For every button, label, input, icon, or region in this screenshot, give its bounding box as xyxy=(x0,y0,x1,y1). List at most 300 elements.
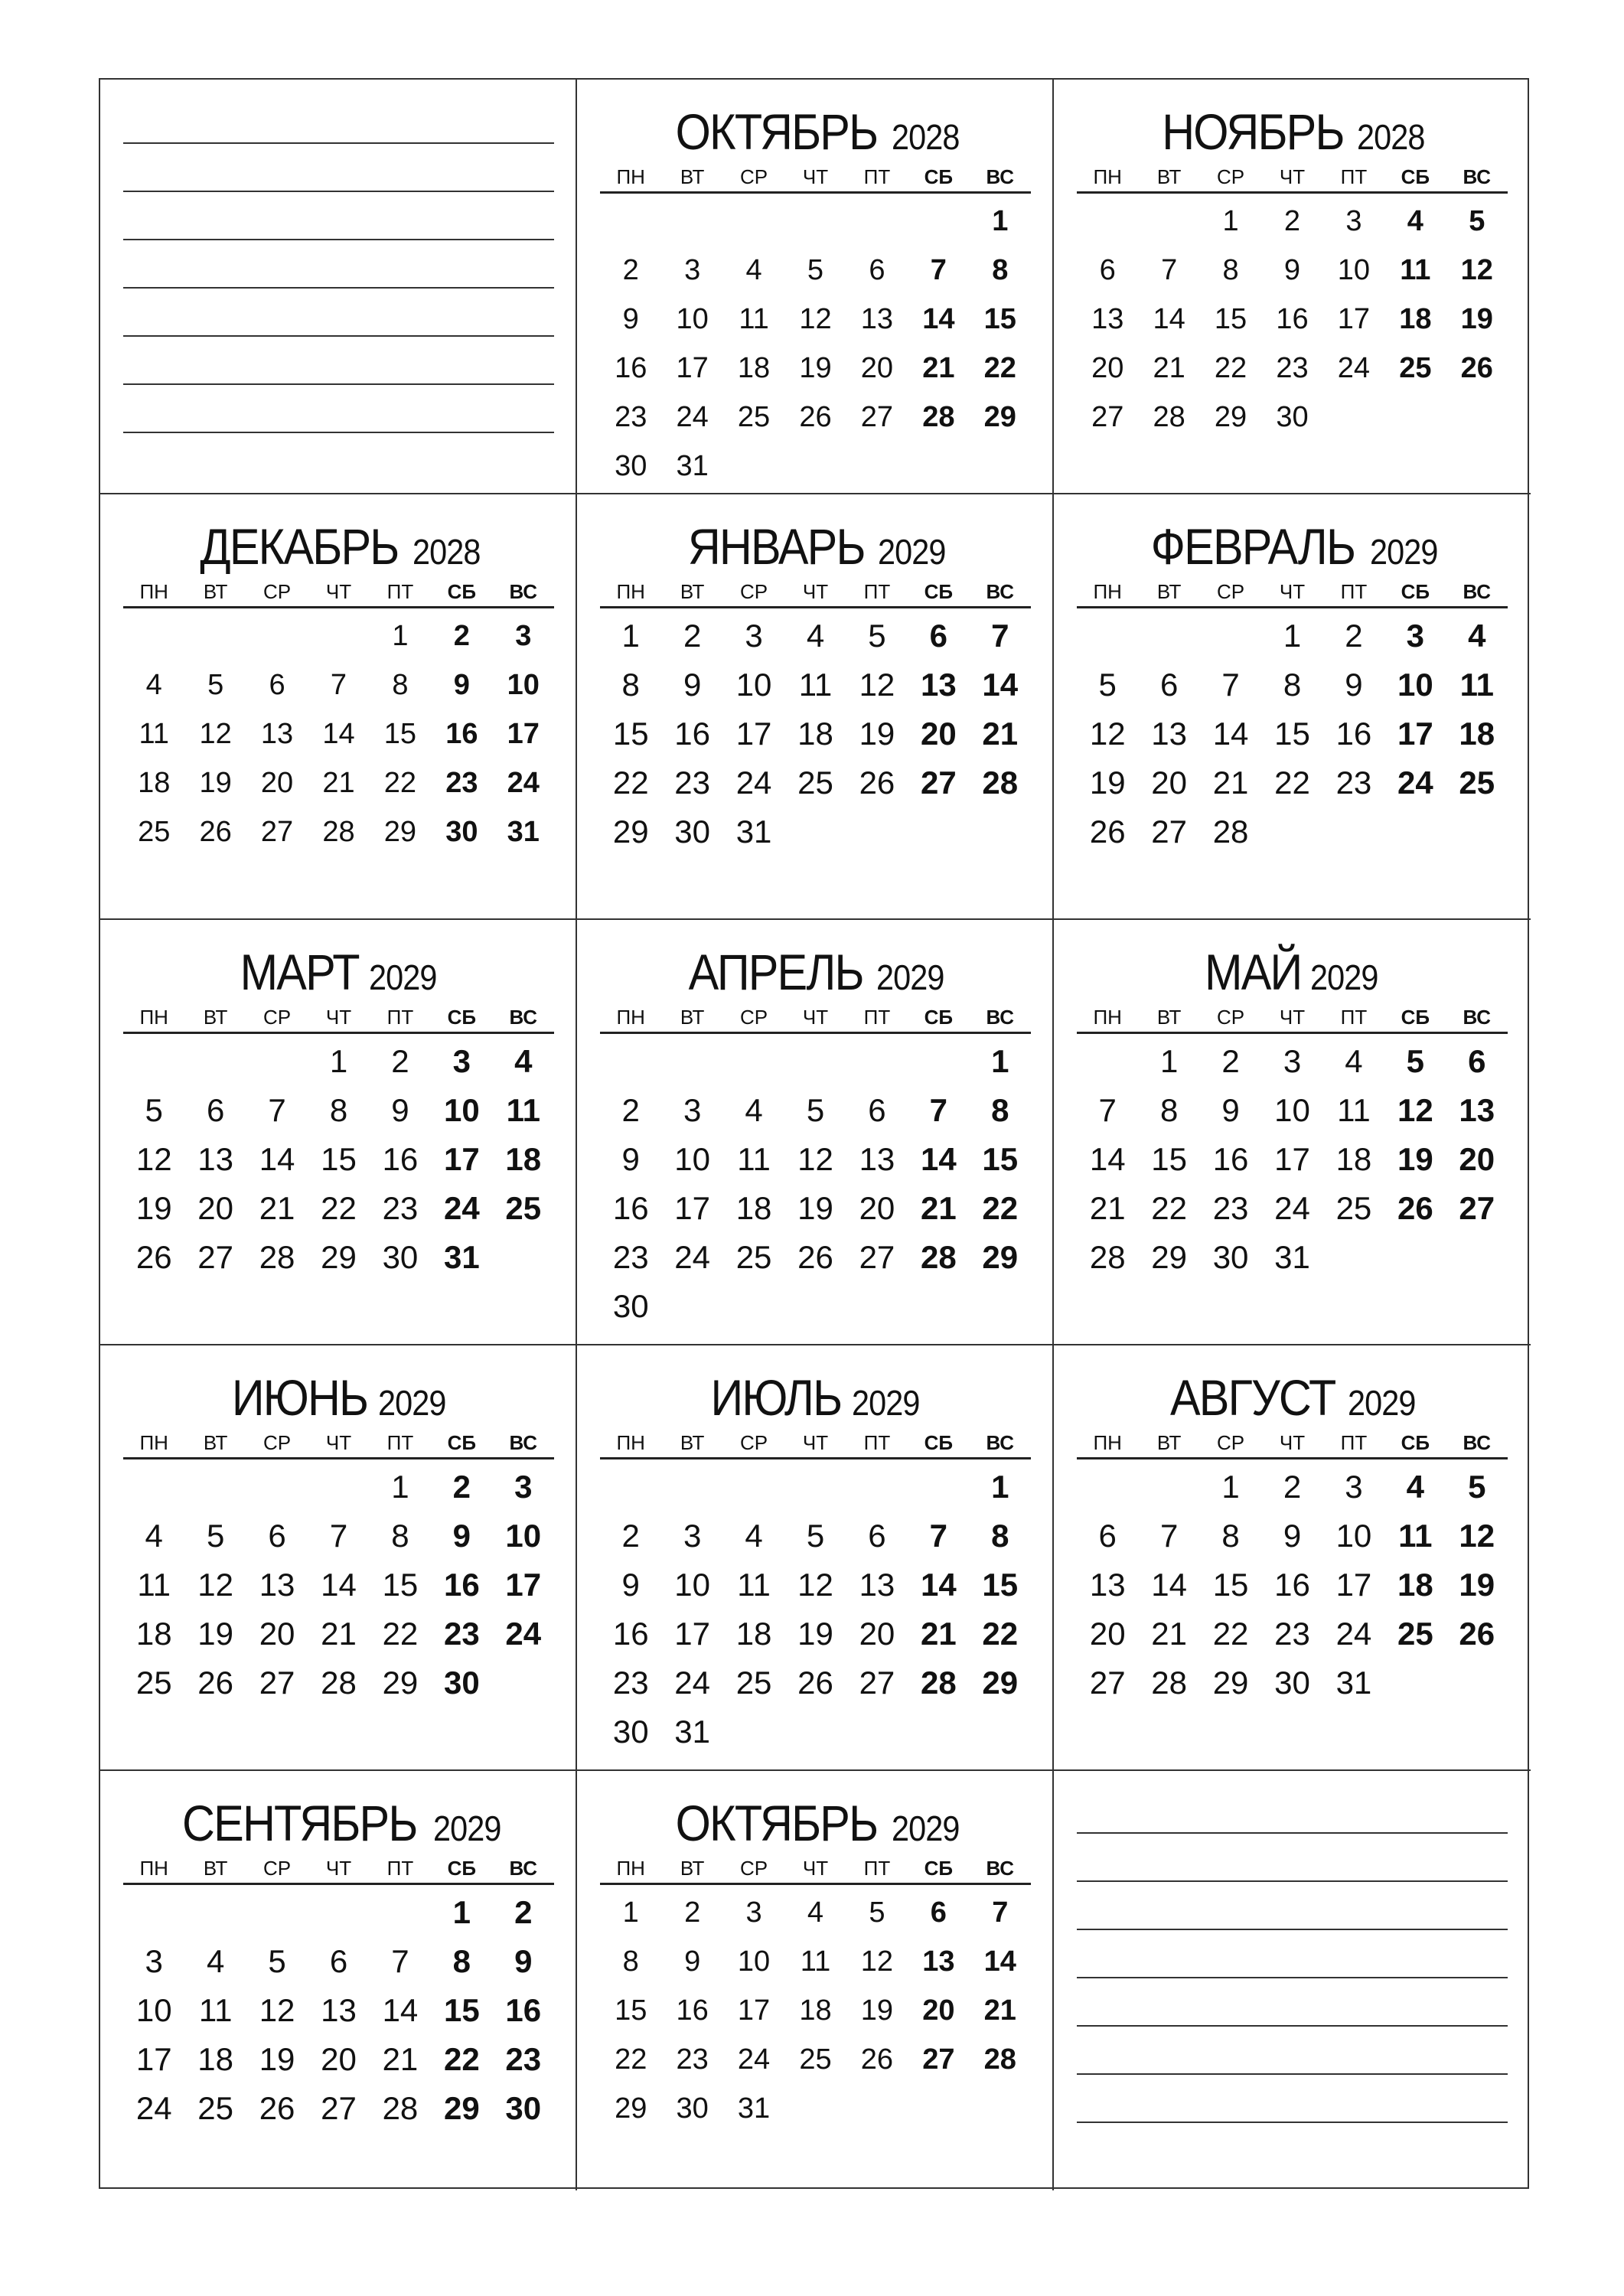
month-year: 2029 xyxy=(432,1808,501,1848)
day-number: 10 xyxy=(676,303,709,335)
notes-box-bottom xyxy=(1054,1771,1531,2190)
month-title xyxy=(123,1792,554,1854)
weekday-label: ВТ xyxy=(203,1857,228,1880)
weekday-header xyxy=(1077,1428,1508,1459)
day-number: 7 xyxy=(1161,254,1178,286)
day-number: 6 xyxy=(869,254,885,286)
empty-day xyxy=(723,197,784,246)
day-number: 16 xyxy=(615,352,647,384)
day-number: 24 xyxy=(443,1190,480,1226)
day-number: 11 xyxy=(506,1092,540,1128)
day-number: 6 xyxy=(868,1092,886,1128)
weekday-label: ЧТ xyxy=(1279,580,1306,603)
day-number: 21 xyxy=(983,1994,1016,2027)
weekday-label: ВС xyxy=(986,1431,1015,1454)
day-number: 1 xyxy=(992,205,1009,237)
day-number: 20 xyxy=(922,1994,955,2027)
day-number: 25 xyxy=(799,2043,832,2076)
month-january-2029 xyxy=(577,494,1054,920)
empty-day xyxy=(846,1037,908,1086)
day-number: 11 xyxy=(1459,667,1494,703)
day-number: 9 xyxy=(1221,1092,1240,1128)
weekday-label: СБ xyxy=(924,1431,954,1454)
weekday-header xyxy=(1077,162,1508,194)
day-number: 16 xyxy=(505,1992,542,2028)
day-grid xyxy=(1077,612,1508,856)
day-number: 4 xyxy=(206,1943,225,1979)
day-number: 3 xyxy=(683,1092,702,1128)
day-number: 7 xyxy=(391,1943,409,1979)
day-number: 20 xyxy=(321,2041,357,2077)
day-number: 12 xyxy=(1397,1092,1433,1128)
day-number: 1 xyxy=(1159,1043,1179,1079)
day-number: 28 xyxy=(920,1665,957,1701)
weekday-label: ПН xyxy=(139,580,168,603)
day-number: 7 xyxy=(992,1896,1009,1929)
day-number: 25 xyxy=(735,1665,772,1701)
weekday-label: ПН xyxy=(616,165,645,188)
empty-day xyxy=(184,612,246,660)
day-number: 5 xyxy=(868,618,886,654)
day-number: 26 xyxy=(860,2043,894,2076)
day-number: 2 xyxy=(1221,1043,1240,1079)
month-title xyxy=(123,516,554,577)
month-name: ДЕКАБРЬ xyxy=(200,518,399,575)
day-number: 31 xyxy=(1335,1665,1372,1701)
day-number: 2 xyxy=(1283,1469,1302,1505)
day-number: 22 xyxy=(1212,1616,1249,1652)
day-number: 11 xyxy=(737,1567,771,1603)
day-number: 2 xyxy=(684,1896,701,1929)
weekday-label: ЧТ xyxy=(325,580,352,603)
day-number: 10 xyxy=(507,669,540,701)
day-number: 6 xyxy=(1098,1518,1117,1554)
day-number: 20 xyxy=(197,1190,233,1226)
day-number: 31 xyxy=(443,1239,480,1275)
note-line xyxy=(123,287,554,289)
day-grid xyxy=(1077,197,1508,442)
day-number: 7 xyxy=(1159,1518,1179,1554)
day-number: 13 xyxy=(259,1567,295,1603)
day-number: 21 xyxy=(1151,1616,1187,1652)
day-number: 17 xyxy=(505,1567,542,1603)
day-number: 17 xyxy=(735,716,772,752)
day-number: 13 xyxy=(260,718,294,750)
month-name: ОКТЯБРЬ xyxy=(675,103,877,160)
month-year: 2029 xyxy=(1309,957,1378,997)
day-number: 12 xyxy=(797,1567,833,1603)
weekday-header xyxy=(123,577,554,608)
day-number: 20 xyxy=(1091,352,1124,384)
weekday-label: ВС xyxy=(509,580,538,603)
day-number: 11 xyxy=(737,1141,771,1177)
day-number: 31 xyxy=(507,816,540,848)
day-number: 6 xyxy=(206,1092,225,1128)
day-number: 29 xyxy=(443,2090,480,2126)
day-number: 31 xyxy=(737,2092,771,2125)
day-number: 12 xyxy=(799,303,832,335)
day-number: 27 xyxy=(859,1665,895,1701)
month-block xyxy=(600,1367,1031,1756)
day-number: 6 xyxy=(1468,1043,1486,1079)
day-number: 14 xyxy=(1153,303,1185,335)
month-name: АВГУСТ xyxy=(1170,1369,1335,1426)
day-number: 6 xyxy=(268,1518,286,1554)
day-number: 26 xyxy=(797,1665,833,1701)
day-number: 22 xyxy=(1151,1190,1187,1226)
month-title xyxy=(600,1792,1031,1854)
day-number: 15 xyxy=(1151,1141,1187,1177)
weekday-label: ЧТ xyxy=(1279,1006,1306,1029)
month-name: МАЙ xyxy=(1204,944,1302,1000)
empty-day xyxy=(184,1463,246,1512)
day-number: 27 xyxy=(260,816,294,848)
empty-day xyxy=(723,1037,784,1086)
day-number: 13 xyxy=(1091,303,1124,335)
day-number: 21 xyxy=(982,716,1019,752)
day-number: 23 xyxy=(505,2041,542,2077)
day-number: 13 xyxy=(1151,716,1187,752)
day-number: 30 xyxy=(443,1665,480,1701)
day-number: 12 xyxy=(1460,254,1493,286)
empty-day xyxy=(246,1888,308,1937)
day-number: 19 xyxy=(259,2041,295,2077)
day-number: 13 xyxy=(1089,1567,1126,1603)
day-number: 1 xyxy=(1221,1469,1240,1505)
day-number: 23 xyxy=(443,1616,480,1652)
month-block xyxy=(123,1367,554,1707)
day-number: 30 xyxy=(1212,1239,1249,1275)
day-number: 6 xyxy=(930,1896,947,1929)
day-number: 12 xyxy=(1459,1518,1495,1554)
weekday-label: СБ xyxy=(924,165,954,188)
month-block xyxy=(600,941,1031,1331)
day-number: 7 xyxy=(329,1518,348,1554)
day-number: 2 xyxy=(621,1518,640,1554)
day-number: 13 xyxy=(859,1567,895,1603)
month-block xyxy=(1077,516,1508,856)
day-grid xyxy=(123,1037,554,1282)
day-number: 14 xyxy=(322,718,355,750)
day-number: 24 xyxy=(1337,352,1371,384)
day-number: 9 xyxy=(1283,254,1301,286)
weekday-label: ПТ xyxy=(386,1431,414,1454)
weekday-label: СР xyxy=(1217,165,1245,188)
month-block xyxy=(123,516,554,856)
empty-day xyxy=(784,1463,846,1512)
day-number: 18 xyxy=(735,1190,772,1226)
weekday-label: ПТ xyxy=(386,1857,414,1880)
day-number: 25 xyxy=(197,2090,233,2126)
day-number: 30 xyxy=(676,2092,709,2125)
month-year: 2029 xyxy=(876,957,944,997)
note-line xyxy=(1077,2122,1508,2123)
month-name: ФЕВРАЛЬ xyxy=(1150,518,1355,575)
day-number: 7 xyxy=(1098,1092,1117,1128)
empty-day xyxy=(1138,1463,1199,1512)
day-number: 6 xyxy=(929,618,948,654)
day-number: 12 xyxy=(859,667,895,703)
day-number: 22 xyxy=(612,765,649,801)
day-number: 11 xyxy=(139,718,169,750)
note-line xyxy=(123,383,554,385)
day-number: 24 xyxy=(507,767,540,799)
day-number: 12 xyxy=(259,1992,295,2028)
day-number: 22 xyxy=(983,352,1016,384)
weekday-header xyxy=(600,1854,1031,1885)
weekday-label: ПН xyxy=(139,1006,168,1029)
note-line xyxy=(123,432,554,433)
day-number: 23 xyxy=(615,401,647,433)
day-number: 13 xyxy=(860,303,894,335)
day-number: 26 xyxy=(859,765,895,801)
day-number: 2 xyxy=(683,618,702,654)
day-number: 10 xyxy=(1335,1518,1372,1554)
day-number: 1 xyxy=(392,620,409,652)
day-number: 7 xyxy=(268,1092,286,1128)
day-number: 14 xyxy=(922,303,955,335)
note-line xyxy=(1077,2073,1508,2075)
day-number: 22 xyxy=(1274,765,1310,801)
weekday-header xyxy=(123,1428,554,1459)
day-number: 27 xyxy=(259,1665,295,1701)
weekday-label: ВТ xyxy=(1156,165,1182,188)
day-number: 25 xyxy=(138,816,171,848)
month-block xyxy=(123,941,554,1282)
day-number: 9 xyxy=(514,1943,533,1979)
day-number: 23 xyxy=(676,2043,709,2076)
day-number: 28 xyxy=(983,2043,1016,2076)
weekday-label: СБ xyxy=(1401,165,1430,188)
day-number: 17 xyxy=(737,1994,771,2027)
day-grid xyxy=(600,612,1031,856)
day-number: 8 xyxy=(992,254,1009,286)
empty-day xyxy=(308,612,369,660)
day-number: 28 xyxy=(321,1665,357,1701)
weekday-label: ПН xyxy=(616,1431,645,1454)
day-number: 13 xyxy=(321,1992,357,2028)
day-number: 25 xyxy=(1459,765,1495,801)
day-number: 4 xyxy=(1468,618,1486,654)
day-number: 8 xyxy=(1221,1518,1240,1554)
month-august-2029 xyxy=(1054,1345,1531,1771)
month-may-2029 xyxy=(1054,920,1531,1345)
day-number: 18 xyxy=(1335,1141,1372,1177)
day-number: 12 xyxy=(860,1945,894,1978)
day-number: 27 xyxy=(321,2090,357,2126)
day-number: 17 xyxy=(676,352,709,384)
day-number: 8 xyxy=(452,1943,471,1979)
day-number: 24 xyxy=(1274,1190,1310,1226)
day-number: 5 xyxy=(145,1092,163,1128)
day-number: 10 xyxy=(135,1992,172,2028)
month-name: ИЮЛЬ xyxy=(710,1369,842,1426)
day-number: 13 xyxy=(922,1945,955,1978)
day-number: 14 xyxy=(1089,1141,1126,1177)
weekday-label: СБ xyxy=(447,1857,477,1880)
day-number: 27 xyxy=(859,1239,895,1275)
day-number: 9 xyxy=(621,1141,640,1177)
empty-day xyxy=(123,612,184,660)
day-number: 10 xyxy=(1274,1092,1310,1128)
day-number: 1 xyxy=(991,1043,1009,1079)
day-number: 11 xyxy=(1400,254,1431,286)
weekday-label: ВТ xyxy=(203,580,228,603)
day-number: 11 xyxy=(800,1945,831,1978)
day-number: 28 xyxy=(1153,401,1185,433)
day-number: 5 xyxy=(806,1518,825,1554)
day-number: 28 xyxy=(1212,814,1249,850)
month-name: МАРТ xyxy=(240,944,359,1000)
day-number: 16 xyxy=(612,1616,649,1652)
month-year: 2028 xyxy=(1357,117,1425,157)
day-number: 13 xyxy=(920,667,957,703)
day-number: 15 xyxy=(982,1567,1019,1603)
day-number: 3 xyxy=(684,254,701,286)
empty-day xyxy=(661,1463,722,1512)
day-number: 23 xyxy=(612,1239,649,1275)
weekday-label: ПТ xyxy=(1340,1006,1368,1029)
day-number: 17 xyxy=(674,1616,710,1652)
day-number: 27 xyxy=(1459,1190,1495,1226)
weekday-label: ПН xyxy=(616,580,645,603)
month-title xyxy=(123,941,554,1003)
day-number: 20 xyxy=(259,1616,295,1652)
month-title xyxy=(600,516,1031,577)
month-name: ЯНВАРЬ xyxy=(687,518,865,575)
weekday-label: СР xyxy=(740,1006,768,1029)
day-number: 2 xyxy=(622,254,639,286)
weekday-label: ВС xyxy=(509,1006,538,1029)
month-year: 2029 xyxy=(368,957,437,997)
day-number: 20 xyxy=(860,352,894,384)
weekday-label: ВТ xyxy=(203,1431,228,1454)
empty-day xyxy=(1200,612,1261,660)
weekday-label: ЧТ xyxy=(802,1006,829,1029)
day-number: 14 xyxy=(983,1945,1016,1978)
day-number: 25 xyxy=(797,765,833,801)
day-number: 3 xyxy=(452,1043,471,1079)
day-grid xyxy=(600,1037,1031,1331)
weekday-header xyxy=(600,1003,1031,1034)
day-number: 29 xyxy=(1151,1239,1187,1275)
empty-day xyxy=(846,197,908,246)
day-number: 2 xyxy=(621,1092,640,1128)
weekday-label: ПТ xyxy=(863,1431,891,1454)
day-number: 19 xyxy=(1397,1141,1433,1177)
day-number: 7 xyxy=(929,1092,948,1128)
calendar-sheet xyxy=(99,78,1529,2189)
day-number: 26 xyxy=(1089,814,1126,850)
empty-day xyxy=(184,1037,246,1086)
day-number: 4 xyxy=(1345,1043,1363,1079)
weekday-label: СР xyxy=(740,1857,768,1880)
day-number: 10 xyxy=(674,1141,710,1177)
weekday-label: СР xyxy=(263,1006,292,1029)
day-number: 23 xyxy=(1335,765,1372,801)
day-number: 22 xyxy=(382,1616,419,1652)
day-number: 30 xyxy=(382,1239,419,1275)
weekday-label: ПН xyxy=(1093,580,1122,603)
day-number: 4 xyxy=(514,1043,533,1079)
day-number: 2 xyxy=(453,620,470,652)
month-name: АПРЕЛЬ xyxy=(689,944,864,1000)
month-july-2029 xyxy=(577,1345,1054,1771)
weekday-label: СР xyxy=(263,1431,292,1454)
day-number: 5 xyxy=(807,254,824,286)
day-number: 8 xyxy=(392,669,409,701)
day-number: 4 xyxy=(145,1518,163,1554)
empty-day xyxy=(1077,612,1138,660)
day-number: 16 xyxy=(676,1994,709,2027)
day-number: 9 xyxy=(684,1945,701,1978)
day-number: 18 xyxy=(735,1616,772,1652)
day-number: 14 xyxy=(259,1141,295,1177)
day-number: 16 xyxy=(674,716,710,752)
day-number: 14 xyxy=(982,667,1019,703)
day-number: 15 xyxy=(443,1992,480,2028)
weekday-label: ПТ xyxy=(386,1006,414,1029)
day-number: 19 xyxy=(797,1616,833,1652)
day-number: 21 xyxy=(321,1616,357,1652)
day-number: 25 xyxy=(1335,1190,1372,1226)
month-february-2029 xyxy=(1054,494,1531,920)
empty-day xyxy=(723,1463,784,1512)
day-number: 2 xyxy=(514,1894,533,1930)
day-number: 25 xyxy=(737,401,771,433)
day-number: 28 xyxy=(259,1239,295,1275)
day-number: 2 xyxy=(1283,205,1301,237)
day-number: 19 xyxy=(1089,765,1126,801)
day-grid xyxy=(123,1463,554,1707)
empty-day xyxy=(123,1888,184,1937)
weekday-label: ПТ xyxy=(1340,1431,1368,1454)
weekday-label: ВС xyxy=(986,1857,1015,1880)
day-number: 19 xyxy=(199,767,232,799)
day-number: 11 xyxy=(1398,1518,1433,1554)
day-number: 18 xyxy=(138,767,171,799)
day-number: 19 xyxy=(859,716,895,752)
day-number: 26 xyxy=(1459,1616,1495,1652)
day-number: 5 xyxy=(268,1943,286,1979)
day-number: 11 xyxy=(1337,1092,1371,1128)
day-number: 13 xyxy=(1459,1092,1495,1128)
day-number: 20 xyxy=(1459,1141,1495,1177)
day-number: 20 xyxy=(1151,765,1187,801)
day-number: 3 xyxy=(145,1943,163,1979)
month-title xyxy=(1077,941,1508,1003)
day-number: 10 xyxy=(443,1092,480,1128)
day-number: 26 xyxy=(1397,1190,1433,1226)
day-number: 28 xyxy=(1089,1239,1126,1275)
day-number: 3 xyxy=(1345,205,1362,237)
day-number: 31 xyxy=(674,1714,710,1750)
weekday-label: ВТ xyxy=(680,1431,705,1454)
day-number: 28 xyxy=(922,401,955,433)
day-number: 8 xyxy=(391,1518,409,1554)
day-number: 2 xyxy=(391,1043,409,1079)
month-year: 2028 xyxy=(413,532,481,572)
day-number: 10 xyxy=(674,1567,710,1603)
day-number: 19 xyxy=(1459,1567,1495,1603)
day-number: 30 xyxy=(612,1714,649,1750)
day-number: 7 xyxy=(930,254,947,286)
month-block xyxy=(123,1792,554,2133)
weekday-label: ВС xyxy=(986,580,1015,603)
day-number: 18 xyxy=(797,716,833,752)
weekday-label: ВТ xyxy=(1156,1431,1182,1454)
day-number: 26 xyxy=(135,1239,172,1275)
